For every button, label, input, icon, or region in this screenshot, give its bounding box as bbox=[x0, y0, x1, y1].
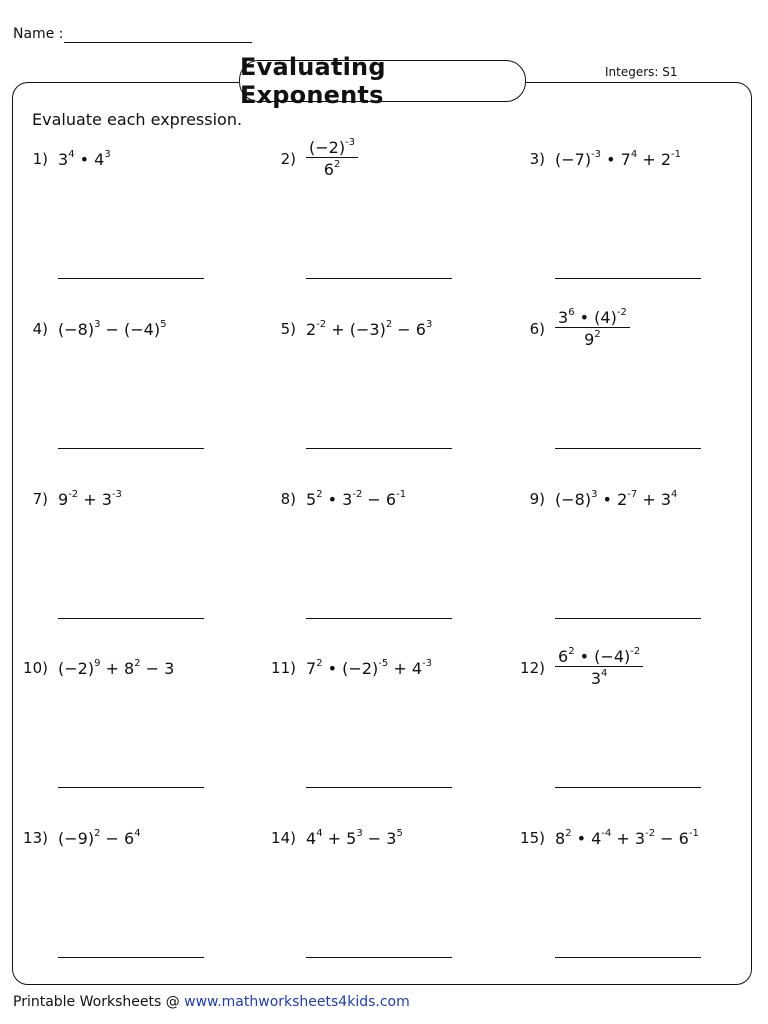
term-exponent: -3 bbox=[422, 658, 432, 669]
answer-line[interactable] bbox=[306, 448, 452, 449]
answer-line[interactable] bbox=[555, 957, 701, 958]
term-base: • 7 bbox=[601, 150, 631, 169]
problem-number: 8) bbox=[280, 490, 296, 508]
worksheet-title: Evaluating Exponents bbox=[239, 60, 526, 102]
expression bbox=[555, 829, 699, 848]
problem-number: 9) bbox=[529, 490, 545, 508]
term-exponent: -2 bbox=[316, 319, 327, 330]
problem-13 bbox=[24, 829, 264, 999]
term-exponent: 3 bbox=[425, 319, 433, 330]
worksheet-tag: Integers: S1 bbox=[605, 65, 678, 79]
term-base: 8 bbox=[555, 829, 566, 848]
term-base: + 8 bbox=[100, 659, 135, 678]
term-base: 3 bbox=[58, 150, 69, 169]
term-base: (−9) bbox=[58, 829, 95, 848]
problem-15 bbox=[521, 829, 761, 999]
fraction-numerator bbox=[555, 308, 630, 327]
footer bbox=[13, 994, 410, 1010]
term-exponent: 4 bbox=[671, 489, 678, 500]
term-base: • 4 bbox=[571, 829, 602, 848]
answer-line[interactable] bbox=[58, 957, 204, 958]
term-exponent: 5 bbox=[396, 828, 403, 839]
problem-9 bbox=[521, 490, 761, 660]
term-exponent: 4 bbox=[68, 149, 75, 160]
term-base: 9 bbox=[58, 490, 69, 509]
term-base: 6 bbox=[323, 160, 334, 179]
problem-6 bbox=[521, 307, 761, 490]
expression bbox=[58, 829, 141, 848]
term-exponent: 3 bbox=[104, 149, 111, 160]
term-exponent: 2 bbox=[385, 319, 393, 330]
problem-number: 5) bbox=[280, 320, 296, 338]
term-exponent: 2 bbox=[94, 828, 101, 839]
fraction bbox=[555, 308, 630, 349]
problem-number: 6) bbox=[529, 320, 545, 338]
term-base: − 6 bbox=[100, 829, 135, 848]
term-exponent: -3 bbox=[345, 137, 356, 148]
term-base: − 6 bbox=[655, 829, 689, 848]
term-base: (−7) bbox=[555, 150, 592, 169]
problem-number: 12) bbox=[520, 659, 545, 677]
term-exponent: 2 bbox=[316, 489, 323, 500]
term-base: + 3 bbox=[78, 490, 112, 509]
term-base: • 3 bbox=[322, 490, 353, 509]
term-base: • (4) bbox=[574, 308, 617, 327]
term-exponent: 6 bbox=[568, 307, 575, 318]
term-exponent: 4 bbox=[601, 668, 608, 679]
term-exponent: 4 bbox=[316, 828, 323, 839]
footer-label: Printable Worksheets @ bbox=[13, 994, 185, 1010]
term-base: + 3 bbox=[611, 829, 646, 848]
problem-11 bbox=[272, 659, 512, 829]
problem-10 bbox=[24, 659, 264, 829]
term-exponent: 2 bbox=[134, 658, 141, 669]
term-base: 5 bbox=[306, 490, 317, 509]
expression bbox=[306, 320, 432, 339]
answer-line[interactable] bbox=[58, 787, 204, 788]
term-base: + 4 bbox=[388, 659, 422, 678]
term-exponent: -2 bbox=[630, 646, 641, 657]
term-base: 7 bbox=[306, 659, 317, 678]
instructions: Evaluate each expression. bbox=[32, 110, 243, 129]
expression bbox=[306, 490, 406, 509]
term-base: 2 bbox=[306, 320, 317, 339]
term-base: + 3 bbox=[637, 490, 671, 509]
problem-14 bbox=[272, 829, 512, 999]
term-base: − 3 bbox=[362, 829, 397, 848]
term-exponent: 3 bbox=[356, 828, 363, 839]
expression bbox=[306, 829, 403, 848]
term-exponent: -4 bbox=[601, 828, 612, 839]
term-base: 3 bbox=[590, 669, 602, 688]
answer-line[interactable] bbox=[555, 618, 701, 619]
name-label: Name : bbox=[13, 26, 64, 42]
term-base: • 2 bbox=[597, 490, 628, 509]
expression bbox=[306, 659, 432, 678]
term-base: • (−4) bbox=[574, 647, 631, 666]
problem-number: 14) bbox=[271, 829, 296, 847]
problem-number: 7) bbox=[32, 490, 48, 508]
problem-number: 15) bbox=[520, 829, 545, 847]
expression bbox=[58, 659, 174, 678]
problem-12 bbox=[520, 646, 761, 829]
problem-3 bbox=[521, 150, 761, 320]
term-exponent: -3 bbox=[111, 489, 122, 500]
answer-line[interactable] bbox=[58, 278, 204, 279]
problem-number: 3) bbox=[529, 150, 545, 168]
term-base: 9 bbox=[584, 330, 595, 349]
answer-line[interactable] bbox=[58, 448, 204, 449]
problem-4 bbox=[24, 320, 264, 490]
fraction bbox=[555, 647, 643, 688]
term-exponent: 2 bbox=[316, 658, 323, 669]
term-base: (−2) bbox=[58, 659, 95, 678]
answer-line[interactable] bbox=[555, 787, 701, 788]
fraction-denominator bbox=[306, 157, 358, 179]
term-exponent: 3 bbox=[591, 489, 598, 500]
answer-line[interactable] bbox=[555, 278, 701, 279]
answer-line[interactable] bbox=[306, 618, 452, 619]
problem-8 bbox=[272, 490, 512, 660]
term-exponent: 4 bbox=[630, 149, 638, 160]
term-exponent: -1 bbox=[671, 149, 681, 160]
problem-number: 13) bbox=[23, 829, 48, 847]
answer-line[interactable] bbox=[306, 957, 452, 958]
problem-number: 4) bbox=[32, 320, 48, 338]
term-exponent: 2 bbox=[594, 329, 601, 340]
name-field-line[interactable] bbox=[64, 42, 252, 43]
term-exponent: -1 bbox=[688, 828, 699, 839]
expression bbox=[58, 320, 166, 339]
problem-2 bbox=[272, 137, 512, 320]
term-base: (−8) bbox=[58, 320, 95, 339]
term-base: + 5 bbox=[322, 829, 357, 848]
term-exponent: 2 bbox=[568, 646, 575, 657]
term-exponent: 9 bbox=[94, 658, 101, 669]
term-exponent: -5 bbox=[378, 658, 389, 669]
term-exponent: -1 bbox=[396, 489, 407, 500]
term-base: 4 bbox=[306, 829, 317, 848]
expression bbox=[58, 490, 122, 509]
answer-line[interactable] bbox=[58, 618, 204, 619]
term-base: 6 bbox=[558, 647, 569, 666]
problem-1 bbox=[24, 150, 264, 320]
term-exponent: -2 bbox=[645, 828, 656, 839]
answer-line[interactable] bbox=[306, 787, 452, 788]
fraction-denominator bbox=[555, 666, 643, 688]
problem-number: 10) bbox=[23, 659, 48, 677]
term-base: • (−2) bbox=[322, 659, 379, 678]
fraction bbox=[306, 138, 358, 179]
term-exponent: 3 bbox=[94, 319, 101, 330]
fraction-numerator bbox=[306, 138, 358, 157]
term-base: • 4 bbox=[74, 150, 105, 169]
term-exponent: -2 bbox=[352, 489, 363, 500]
expression bbox=[58, 150, 111, 169]
term-base: (−2) bbox=[309, 138, 346, 157]
problem-number: 11) bbox=[271, 659, 296, 677]
problem-5 bbox=[272, 320, 512, 490]
term-exponent: -2 bbox=[616, 307, 627, 318]
term-base: + (−3) bbox=[326, 320, 386, 339]
term-exponent: 2 bbox=[333, 159, 341, 170]
problem-number: 1) bbox=[32, 150, 48, 168]
problem-7 bbox=[24, 490, 264, 660]
term-exponent: 2 bbox=[565, 828, 572, 839]
term-base: − 6 bbox=[392, 320, 426, 339]
term-exponent: -2 bbox=[68, 489, 79, 500]
footer-link[interactable]: www.mathworksheets4kids.com bbox=[184, 994, 410, 1010]
answer-line[interactable] bbox=[555, 448, 701, 449]
term-exponent: -3 bbox=[591, 149, 602, 160]
term-base: − (−4) bbox=[100, 320, 161, 339]
expression bbox=[555, 150, 681, 169]
expression bbox=[555, 490, 677, 509]
answer-line[interactable] bbox=[306, 278, 452, 279]
term-base: (−8) bbox=[555, 490, 592, 509]
fraction-denominator bbox=[555, 327, 630, 349]
term-base: + 2 bbox=[637, 150, 671, 169]
term-base: 3 bbox=[558, 308, 569, 327]
term-exponent: -7 bbox=[627, 489, 638, 500]
fraction-numerator bbox=[555, 647, 643, 666]
term-exponent: 5 bbox=[160, 319, 167, 330]
term-base: − 3 bbox=[140, 659, 175, 678]
problem-number: 2) bbox=[280, 150, 296, 168]
term-base: − 6 bbox=[362, 490, 397, 509]
term-exponent: 4 bbox=[134, 828, 141, 839]
